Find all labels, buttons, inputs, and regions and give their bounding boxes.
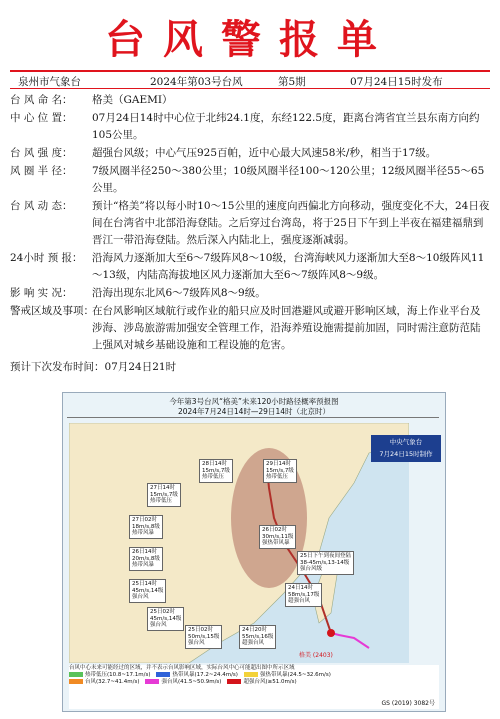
forecast-box: 24日20时 55m/s,16级 超强台风 (239, 625, 276, 649)
detail-row (10, 250, 490, 284)
detail-value: 超强台风级；中心气压925百帕，近中心最大风速58米/秒，相当于17级。 (92, 147, 437, 159)
forecast-box: 29日14时 15m/s,7级 热带低压 (263, 459, 297, 483)
next-issue: 预计下次发布时间：07月24日21时 (10, 361, 177, 373)
map-title (63, 397, 445, 417)
detail-row (10, 303, 490, 354)
legend-swatch-icon (227, 679, 241, 684)
map-title-line2: 2024年7月24日14时—29日14时（北京时） (177, 407, 331, 416)
forecast-box: 24日14时 58m/s,17级 超强台风 (285, 583, 322, 607)
detail-row (10, 110, 490, 144)
legend-item (69, 672, 150, 679)
typhoon-issue: 2024年第03号台风 (150, 76, 243, 88)
legend-label: 超强台风(≥51.0m/s) (243, 679, 297, 685)
legend-swatch-icon (69, 679, 83, 684)
forecast-box: 27日02时 18m/s,8级 热带风暴 (129, 515, 163, 539)
forecast-box: 25日下午到夜间登陆 38-45m/s,13-14级 强台风级 (297, 551, 354, 575)
legend-item (156, 672, 237, 679)
legend-item (145, 679, 221, 686)
detail-label: 影 响 实 况： (10, 287, 73, 299)
detail-label: 警戒区域及事项： (10, 305, 94, 317)
agency-name: 泉州市气象台 (18, 76, 81, 88)
legend-swatch-icon (156, 672, 170, 677)
forecast-box: 25日02时 50m/s,15级 强台风 (185, 625, 222, 649)
detail-label: 台 风 强 度： (10, 147, 73, 159)
warning-details (10, 92, 490, 355)
map-divider (67, 417, 439, 418)
legend-item (69, 679, 139, 686)
map-agency-badge (371, 435, 441, 462)
detail-row (10, 198, 490, 249)
map-title-line1: 今年第3号台风“格美”未来120小时路径概率预报图 (169, 397, 339, 406)
issue-time: 07月24日15时发布 (350, 76, 443, 88)
typhoon-track-map (62, 392, 446, 712)
map-legend (69, 665, 439, 709)
storm-center-icon (327, 629, 335, 637)
map-approval-number: GS (2019) 3082号 (381, 700, 435, 707)
period-number: 第5期 (278, 76, 306, 88)
detail-value: 7级风圈半径250～380公里；10级风圈半径100～120公里；12级风圈半径55～65公里。 (92, 165, 485, 194)
legend-label: 热带风暴(17.2~24.4m/s) (172, 672, 238, 678)
detail-row (10, 163, 490, 197)
legend-item (244, 672, 331, 679)
forecast-box: 26日02时 30m/s,11级 强热带风暴 (259, 525, 296, 549)
forecast-box: 26日14时 20m/s,8级 热带风暴 (129, 547, 163, 571)
detail-value: 07月24日14时中心位于北纬24.1度，东经122.5度，距离台湾省宜兰县东南方向约105公里。 (92, 112, 480, 141)
legend-swatch-icon (145, 679, 159, 684)
detail-value: 预计“格美”将以每小时10～15公里的速度向西偏北方向移动，强度变化不大，24日夜间在台湾省中北部沿海登陆。之后穿过台湾岛，将于25日下午到上半夜在福建福鼎到晋江一带沿海登陆。然后深入内陆北上，强度逐渐减弱。 (92, 200, 490, 246)
legend-item (227, 679, 296, 686)
forecast-box: 27日14时 15m/s,7级 热带低压 (147, 483, 181, 507)
detail-label: 24小时 预 报： (10, 252, 83, 264)
detail-label: 台 风 命 名： (10, 94, 73, 106)
map-agency: 中央气象台 (389, 438, 423, 446)
detail-label: 台 风 动 态： (10, 200, 73, 212)
past-track (331, 633, 369, 648)
header-rule (10, 88, 490, 89)
legend-swatch-icon (69, 672, 83, 677)
detail-row (10, 92, 490, 109)
legend-label: 热带低压(10.8~17.1m/s) (85, 672, 151, 678)
forecast-box: 25日14时 45m/s,14级 强台风 (129, 579, 166, 603)
storm-label: 格美 (2403) (299, 652, 333, 659)
detail-label: 风 圈 半 径： (10, 165, 73, 177)
forecast-box: 28日14时 15m/s,7级 热带低压 (199, 459, 233, 483)
legend-label: 强热带风暴(24.5~32.6m/s) (259, 672, 331, 678)
detail-row (10, 285, 490, 302)
detail-row (10, 145, 490, 162)
legend-note: 台风中心未来可能经过的区域，并不表示台风影响区域，实际台风中心可能超出图中所示区域 (69, 665, 295, 671)
legend-label: 强台风(41.5~50.9m/s) (161, 679, 222, 685)
legend-items (69, 672, 369, 686)
forecast-box: 25日02时 45m/s,14级 强台风 (147, 607, 184, 631)
document-title: 台风警报单 (105, 16, 395, 63)
legend-swatch-icon (244, 672, 258, 677)
detail-value: 沿海风力逐渐加大至6～7级阵风8～10级，台湾海峡风力逐渐加大至8～10级阵风11～13级，内陆高海拔地区风力逐渐加大至6～7级阵风8～9级。 (92, 252, 485, 281)
detail-value: 在台风影响区域航行或作业的船只应及时回港避风或避开影响区域，海上作业平台及涉海、涉岛旅游需加强安全管理工作，沿海养殖设施需提前加固，同时需注意防范陆上强风对城乡基础设施和工程设施的危害。 (92, 305, 481, 351)
detail-label: 中 心 位 置： (10, 112, 73, 124)
map-agency-time: 7月24日15时制作 (379, 450, 433, 458)
legend-label: 台风(32.7~41.4m/s) (85, 679, 140, 685)
top-rule (10, 70, 490, 72)
detail-value: 格美（GAEMI） (92, 94, 173, 106)
detail-value: 沿海出现东北风6～7级阵风8～9级。 (92, 287, 266, 299)
